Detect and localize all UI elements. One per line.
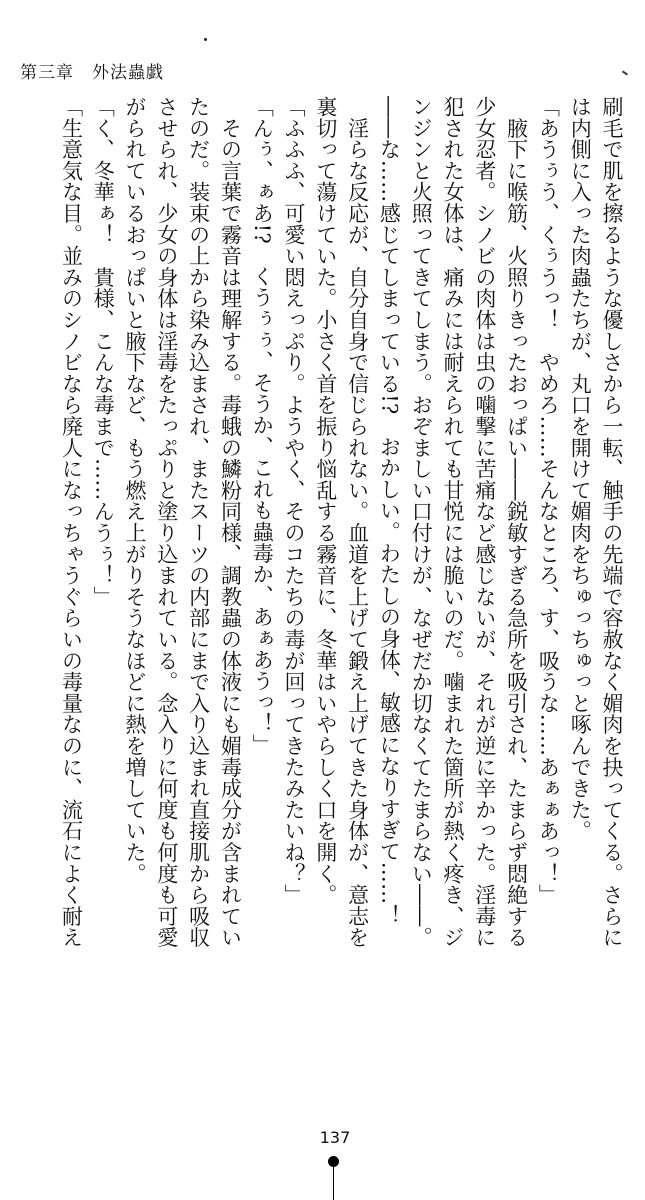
- text-line: 刷毛で肌を擦るような優しさから一転、触手の先端で容赦なく媚肉を抉ってくる。さらに: [600, 96, 624, 948]
- text-line: がられているおっぱいと腋下など、もう燃え上がりそうなほどに熱を増していた。: [123, 96, 148, 885]
- scan-speck: [622, 70, 628, 75]
- text-line: 「あうぅう、くぅうっ！ やめろ……そんなところ、す、吸うな……あぁぁあっ！」: [536, 96, 561, 906]
- page-number: 137: [319, 1128, 351, 1147]
- text-line: 腋下に喉筋、火照りきったおっぱい――鋭敏すぎる急所を吸引され、たまらず悶絶する: [504, 96, 529, 948]
- text-line: は内側に入った肉蟲たちが、丸口を開けて媚肉をちゅっちゅっと啄んできた。: [568, 96, 593, 842]
- text-line: 淫らな反応が、自分自身で信じられない。血道を上げて鍛え上げてきた身体が、意志を: [345, 96, 370, 948]
- text-line: その言葉で霧音は理解する。毒蛾の鱗粉同様、調教蟲の体液にも媚毒成分が含まれてい: [218, 96, 243, 948]
- text-line: ンジンと火照ってきてしまう。おぞましい口付けが、なぜだか切なくてたまらない――。: [409, 96, 434, 948]
- scan-speck: [204, 38, 207, 41]
- text-line: 犯された女体は、痛みには耐えられても甘悦には脆いのだ。噛まれた箇所が熱く疼き、ジ: [441, 96, 466, 948]
- text-line: 少女忍者。シノビの肉体は虫の噛撃に苦痛など感じないが、それが逆に辛かった。淫毒に: [472, 96, 497, 948]
- text-line: 「生意気な目。並みのシノビなら廃人になっちゃうぐらいの毒量なのに、流石によく耐え: [59, 96, 84, 948]
- text-line: 裏切って蕩けていた。小さく首を振り悩乱する霧音に、冬華はいやらしく口を開く。: [313, 96, 338, 906]
- running-header-chapter-title: 第三章 外法蟲戯: [20, 63, 164, 83]
- text-line: 「く、冬華ぁ！ 貴様、こんな毒まで……んうぅ！」: [91, 96, 116, 608]
- binding-marker-line: [333, 1164, 334, 1200]
- text-line: たのだ。装束の上から染み込まされ、またスーツの内部にまで入り込まれ直接肌から吸収: [186, 96, 211, 948]
- vertical-body-text: [55, 96, 627, 956]
- text-line: ――な……感じてしまっている!? おかしい。わたしの身体、敏感になりすぎて……！: [377, 96, 402, 926]
- text-line: 「ふふふ、可愛い悶えっぷり。ようやく、そのコたちの毒が回ってきたみたいね？」: [282, 96, 307, 906]
- text-line: 「んぅ、ぁあ!? くうぅぅ、そうか、これも蟲毒か、あぁあうっ！」: [250, 96, 275, 756]
- text-line: させられ、少女の身体は淫毒をたっぷりと塗り込まれている。念入りに何度も何度も可愛: [154, 96, 179, 948]
